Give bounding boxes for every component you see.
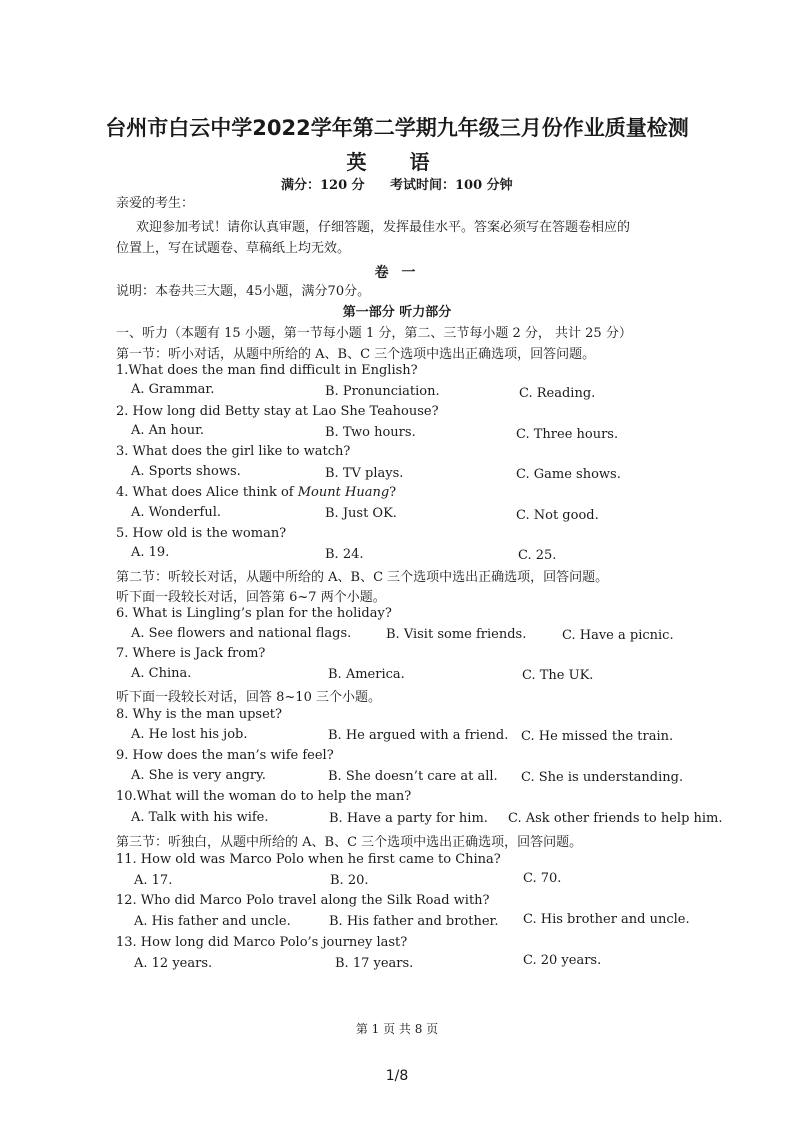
option-3b: B. TV plays. — [325, 466, 404, 481]
question-4-place: Mount Huang — [297, 485, 390, 500]
section2-sub-1: 听下面一段较长对话，回答第 6~7 两个小题。 — [116, 590, 386, 605]
question-13: 13. How long did Marco Polo’s journey last? — [116, 935, 408, 950]
question-4-mark: ? — [389, 485, 397, 500]
option-3c: C. Game shows. — [516, 467, 621, 482]
question-3: 3. What does the girl like to watch? — [116, 444, 351, 459]
page-title: 台州市白云中学2022学年第二学期九年级三月份作业质量检测 — [105, 116, 689, 140]
option-4c: C. Not good. — [516, 508, 599, 523]
option-9b: B. She doesn’t care at all. — [328, 769, 498, 784]
option-11c: C. 70. — [523, 871, 562, 886]
part-heading: 第一部分 听力部分 — [342, 305, 452, 320]
option-8b: B. He argued with a friend. — [328, 728, 509, 743]
exam-time: 考试时间：100 分钟 — [390, 178, 513, 193]
intro-line-2: 位置上，写在试题卷、草稿纸上均无效。 — [116, 241, 351, 256]
option-12c: C. His brother and uncle. — [523, 912, 690, 927]
section3-instructions: 第三节：听独白，从题中所给的 A、B、C 三个选项中选出正确选项，回答问题。 — [116, 835, 583, 850]
question-5: 5. How old is the woman? — [116, 526, 287, 541]
intro-line-1: 欢迎参加考试！请你认真审题，仔细答题，发挥最佳水平。答案必须写在答题卷相应的 — [136, 220, 631, 235]
question-4 — [116, 485, 396, 500]
option-5a: A. 19. — [131, 545, 170, 560]
question-11: 11. How old was Marco Polo when he first came to China? — [116, 852, 501, 867]
option-8c: C. He missed the train. — [521, 729, 674, 744]
page-number: 1/8 — [385, 1068, 409, 1084]
option-12b: B. His father and brother. — [329, 914, 499, 929]
question-4-text: 4. What does Alice think of — [116, 485, 298, 500]
question-6: 6. What is Lingling’s plan for the holiday? — [116, 606, 392, 621]
option-9a: A. She is very angry. — [131, 768, 266, 783]
option-6b: B. Visit some friends. — [386, 627, 527, 642]
option-1b: B. Pronunciation. — [325, 384, 440, 399]
question-10: 10.What will the woman do to help the man? — [116, 789, 412, 804]
section2-sub-2: 听下面一段较长对话，回答 8~10 三个小题。 — [116, 690, 381, 705]
option-4b: B. Just OK. — [325, 506, 397, 521]
full-score: 满分：120 分 — [281, 178, 365, 193]
option-12a: A. His father and uncle. — [134, 914, 291, 929]
question-7: 7. Where is Jack from? — [116, 646, 266, 661]
option-10b: B. Have a party for him. — [329, 811, 488, 826]
option-6c: C. Have a picnic. — [562, 628, 674, 643]
question-2: 2. How long did Betty stay at Lao She Teahouse? — [116, 404, 439, 419]
option-10a: A. Talk with his wife. — [131, 810, 269, 825]
question-8: 8. Why is the man upset? — [116, 707, 282, 722]
option-2c: C. Three hours. — [516, 427, 619, 442]
subject-title: 英 语 — [346, 150, 448, 174]
question-12: 12. Who did Marco Polo travel along the Silk Road with? — [116, 893, 490, 908]
greeting: 亲爱的考生： — [116, 196, 195, 211]
option-13b: B. 17 years. — [335, 956, 414, 971]
option-11b: B. 20. — [330, 873, 369, 888]
volume-heading: 卷 一 — [374, 265, 420, 281]
option-7b: B. America. — [328, 667, 405, 682]
option-2a: A. An hour. — [131, 423, 205, 438]
option-13a: A. 12 years. — [134, 956, 213, 971]
section-intro: 一、听力（本题有 15 小题，第一节每小题 1 分，第二、三节每小题 2 分， 共计 25 分） — [116, 326, 632, 341]
option-7c: C. The UK. — [522, 668, 594, 683]
option-1c: C. Reading. — [519, 386, 596, 401]
option-5b: B. 24. — [325, 547, 364, 562]
option-8a: A. He lost his job. — [131, 727, 248, 742]
option-2b: B. Two hours. — [325, 425, 416, 440]
question-9: 9. How does the man’s wife feel? — [116, 748, 334, 763]
option-4a: A. Wonderful. — [131, 505, 222, 520]
page-of-total: 第 1 页 共 8 页 — [355, 1022, 439, 1036]
question-1: 1.What does the man find difficult in English? — [116, 363, 418, 378]
option-6a: A. See flowers and national flags. — [131, 626, 352, 641]
option-9c: C. She is understanding. — [521, 770, 684, 785]
option-7a: A. China. — [131, 666, 192, 681]
section1-instructions: 第一节：听小对话，从题中所给的 A、B、C 三个选项中选出正确选项，回答问题。 — [116, 347, 596, 362]
option-3a: A. Sports shows. — [131, 464, 241, 479]
option-5c: C. 25. — [518, 548, 557, 563]
option-11a: A. 17. — [134, 873, 173, 888]
option-1a: A. Grammar. — [131, 382, 215, 397]
section2-instructions: 第二节：听较长对话，从题中所给的 A、B、C 三个选项中选出正确选项，回答问题。 — [116, 570, 609, 585]
option-10c: C. Ask other friends to help him. — [508, 811, 723, 826]
volume-note: 说明：本卷共三大题，45小题，满分70分。 — [116, 284, 371, 299]
option-13c: C. 20 years. — [523, 953, 602, 968]
